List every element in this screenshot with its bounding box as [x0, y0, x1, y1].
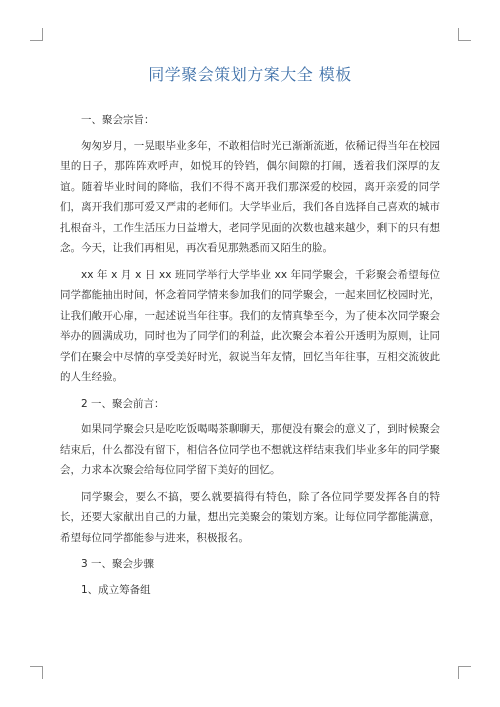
crop-mark-top-left: [30, 28, 43, 41]
crop-mark-bottom-right: [458, 666, 471, 679]
paragraph-preface-2: 同学聚会，要么不搞，要么就要搞得有特色，除了各位同学要发挥各自的特长，还要大家献出自己的力量，想出完美聚会的策划方案。让每位同学都能满意，希望每位同学都能参与进来，积极报名。: [60, 490, 440, 544]
section-heading-steps: 3 一、聚会步骤: [81, 558, 155, 570]
crop-mark-top-right: [458, 28, 471, 41]
document-body: [60, 110, 440, 605]
paragraph-purpose-1: 匆匆岁月，一晃眼毕业多年，不敢相信时光已渐渐流逝，依稀记得当年在校园里的日子，那阵阵欢呼声，如悦耳的铃铛，偶尔间隙的打闹，透着我们深厚的友谊。随着毕业时间的降临，我们不得不离开我们那深爱的校园，离开亲爱的同学们，离开我们那可爱又严肃的老师们。大学毕业后，我们各自选择自己喜欢的城市扎根奋斗，工作生活压力日益增大，老同学见面的次数也越来越少，剩下的只有想念。今天，让我们再相见，再次看见那熟悉而又陌生的脸。: [60, 139, 440, 254]
crop-mark-bottom-left: [30, 666, 43, 679]
paragraph-preface-1: 如果同学聚会只是吃吃饭喝喝茶聊聊天，那便没有聚会的意义了，到时候聚会结束后，什么都没有留下，相信各位同学也不想就这样结束我们毕业多年的同学聚会，力求本次聚会给每位同学留下美好的回忆。: [60, 423, 440, 476]
paragraph-purpose-2: xx 年 x 月 x 日 xx 班同学举行大学毕业 xx 年同学聚会，千彩聚会希望每位同学都能抽出时间，怀念着同学情来参加我们的同学聚会，一起来回忆校园时光，让我们敞开心扉，一起述说当年往事。我们的友情真挚至今，为了使本次同学聚会举办的圆满成功，同时也为了同学们的利益，此次聚会本着公开透明为原则，让同学们在聚会中尽情的享受美好时光，叙说当年友情，回忆当年往事，互相交流彼此的人生经验。: [60, 268, 440, 383]
document-title: 同学聚会策划方案大全 模板: [148, 65, 352, 84]
section-heading-purpose: 一、聚会宗旨：: [81, 114, 155, 126]
section-heading-preface: 2 一、聚会前言：: [81, 397, 165, 410]
subsection-heading-committee: 1、成立筹备组: [81, 583, 151, 596]
